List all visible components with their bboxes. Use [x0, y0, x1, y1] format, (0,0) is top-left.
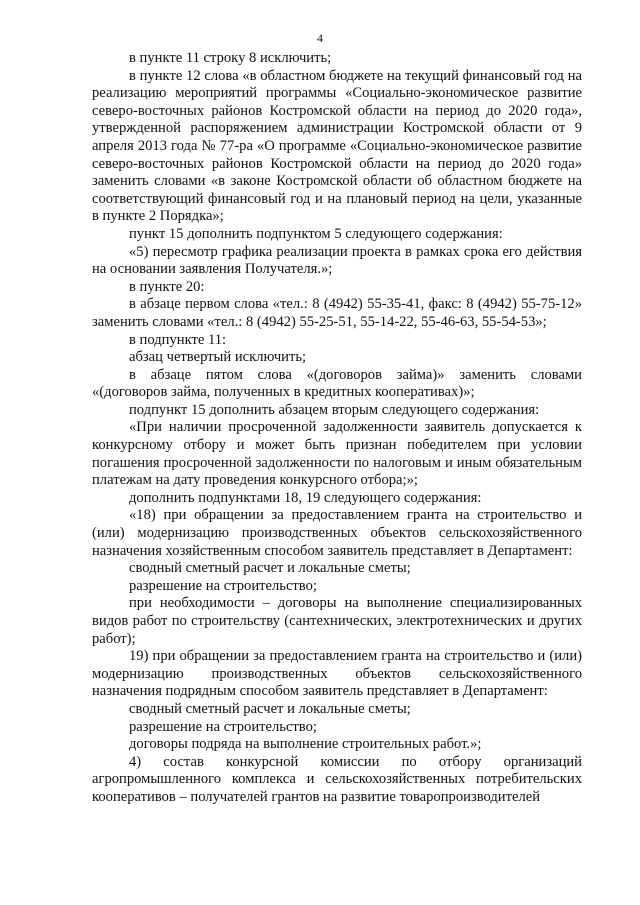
paragraph-12: дополнить подпунктами 18, 19 следующего содержания:	[129, 489, 482, 506]
page-number: 4	[317, 31, 323, 45]
paragraph-8: абзац четвертый исключить;	[129, 349, 307, 366]
document-body	[92, 50, 582, 807]
paragraph-3: пункт 15 дополнить подпунктом 5 следующего содержания:	[129, 225, 503, 242]
paragraph-6: в абзаце первом слова «тел.: 8 (4942) 55-35-41, факс: 8 (4942) 55-75-12» заменить словами «тел.: 8 (4942) 55-25-51, 55-14-22, 55-46-63, 55-54-53»;	[92, 296, 582, 330]
paragraph-11: «При наличии просроченной задолженности заявитель допускается к конкурсному отбору и может быть признан победителем при условии погашения просроченной задолженности по налоговым и иным обязательным платежам на дату проведения конкурсного отбора;»;	[92, 419, 582, 489]
paragraph-18: сводный сметный расчет и локальные сметы;	[129, 700, 411, 717]
paragraph-14: сводный сметный расчет и локальные сметы;	[129, 560, 411, 577]
paragraph-20: договоры подряда на выполнение строительных работ.»;	[129, 736, 482, 753]
paragraph-2: в пункте 12 слова «в областном бюджете на текущий финансовый год на реализацию мероприятий программы «Социально-экономическое развитие северо-восточных районов Костромской области на период до 2020 года», утвержденной распоряжением администрации Костромской области от 9 апреля 2013 года № 77-ра «О программе «Социально-экономическое развитие северо-восточных районов Костромской области на период до 2020 года» заменить словами «в законе Костромской области об областном бюджете на соответствующий финансовый год и на плановый период на цели, указанные в пункте 2 Порядка»;	[92, 67, 582, 225]
paragraph-5: в пункте 20:	[129, 278, 205, 295]
paragraph-16: при необходимости – договоры на выполнение специализированных видов работ по строительству (сантехнических, электротехнических и других работ);	[92, 595, 582, 647]
paragraph-9: в абзаце пятом слова «(договоров займа)» заменить словами «(договоров займа, полученных в кредитных кооперативах)»;	[92, 366, 582, 401]
paragraph-1: в пункте 11 строку 8 исключить;	[129, 50, 332, 66]
paragraph-21: 4) состав конкурсной комиссии по отбору организаций агропромышленного комплекса и сельскохозяйственных потребительских кооперативов – получателей грантов на развитие товаропроизводителей	[92, 753, 582, 805]
paragraph-10: подпункт 15 дополнить абзацем вторым следующего содержания:	[129, 401, 540, 418]
paragraph-4: «5) пересмотр графика реализации проекта в рамках срока его действия на основании заявления Получателя.»;	[92, 243, 582, 278]
paragraph-13: «18) при обращении за предоставлением гранта на строительство и (или) модернизацию производственных объектов сельскохозяйственного назначения хозяйственным способом заявитель представляет в Департамент:	[92, 507, 582, 559]
paragraph-7: в подпункте 11:	[129, 331, 227, 348]
paragraph-17: 19) при обращении за предоставлением гранта на строительство и (или) модернизацию производственных объектов сельскохозяйственного назначения подрядным способом заявитель представляет в Департамент:	[92, 648, 582, 700]
paragraph-19: разрешение на строительство;	[129, 718, 317, 735]
paragraph-15: разрешение на строительство;	[129, 577, 317, 594]
